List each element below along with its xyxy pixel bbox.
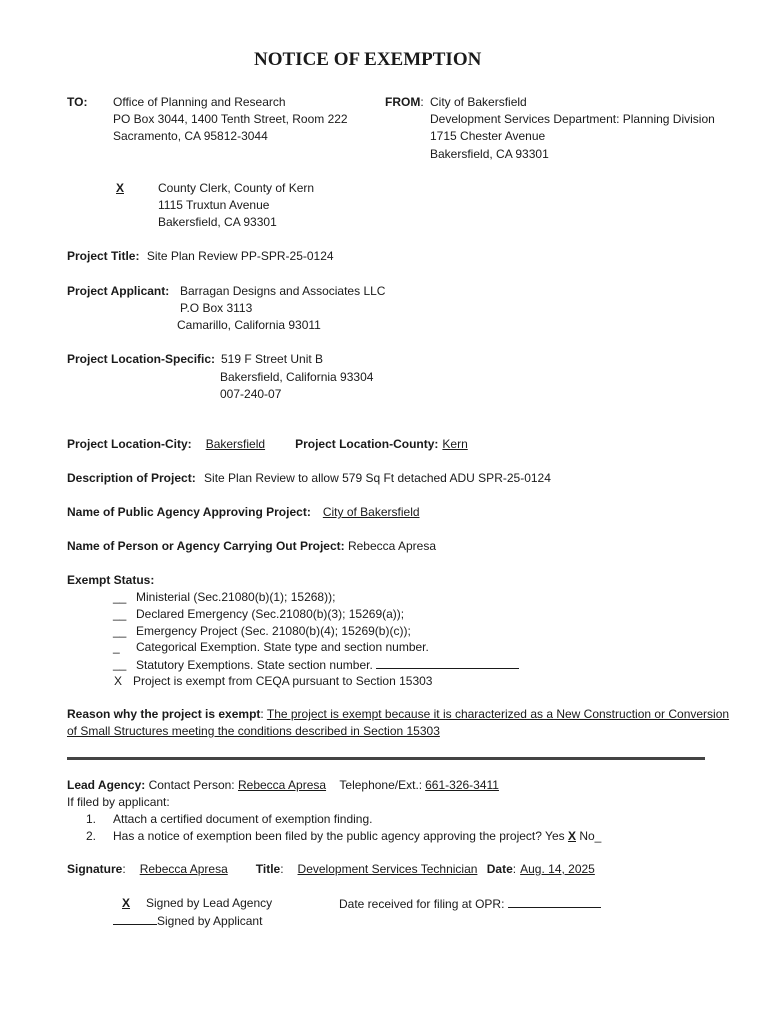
signed-lead-row [113, 895, 272, 912]
signature-date-label: Date [486, 862, 513, 876]
lead-agency-label: Lead Agency: [67, 778, 146, 792]
document-title: NOTICE OF EXEMPTION [254, 49, 482, 70]
exempt-item-mark: __ [113, 590, 127, 604]
filed-item-number: 2. [86, 829, 97, 843]
reason-colon: : [260, 707, 264, 721]
to-line-2: PO Box 3044, 1400 Tenth Street, Room 222 [113, 112, 348, 126]
exempt-item-mark: _ [113, 640, 120, 654]
yes-checkmark: X [567, 829, 576, 843]
signature-date-value: Aug. 14, 2025 [520, 862, 595, 876]
signed-lead-label: Signed by Lead Agency [146, 896, 273, 910]
reason-text-line-1: The project is exempt because it is characterized as a New Construction or Conversion [266, 707, 730, 721]
to-line-3: Sacramento, CA 95812-3044 [113, 129, 268, 143]
from-line-2: Development Services Department: Planning Division [430, 112, 715, 126]
exempt-item-text: Emergency Project (Sec. 21080(b)(4); 15269(b)(c)); [136, 624, 411, 638]
contact-person-value: Rebecca Apresa [237, 778, 327, 792]
applicant-line-1: Barragan Designs and Associates LLC [180, 284, 386, 298]
signed-applicant-row [113, 912, 262, 930]
description-row [67, 470, 551, 487]
location-county-label: Project Location-County: [295, 437, 439, 451]
exempt-item-mark: __ [113, 657, 127, 671]
from-line-1: City of Bakersfield [430, 95, 527, 109]
agency-approving-value: City of Bakersfield [322, 505, 420, 519]
signed-lead-mark: X [122, 896, 131, 910]
filed-item-number: 1. [86, 812, 97, 826]
applicant-line-3: Camarillo, California 93011 [177, 318, 321, 332]
no-option: No_ [579, 829, 602, 843]
exempt-item-text: Ministerial (Sec.21080(b)(1); 15268)); [136, 590, 336, 604]
location-specific-label: Project Location-Specific: [67, 352, 216, 366]
location-specific-line-1: 519 F Street Unit B [221, 352, 324, 366]
exempt-item-mark: __ [113, 607, 127, 621]
signature-title-value: Development Services Technician [297, 862, 478, 876]
reason-label: Reason why the project is exempt [67, 707, 261, 721]
from-label: FROM [385, 95, 421, 109]
filed-item-2-row [113, 828, 601, 845]
location-city-value: Bakersfield [205, 437, 266, 451]
location-specific-line-3: 007-240-07 [220, 387, 282, 401]
lead-agency-row [67, 777, 499, 794]
from-colon: : [420, 95, 424, 109]
clerk-checkmark: X [115, 181, 124, 195]
project-title-label: Project Title: [67, 249, 140, 263]
signature-title-label: Title [255, 862, 281, 876]
exempt-item-text: Project is exempt from CEQA pursuant to Section 15303 [133, 674, 433, 688]
opr-row [339, 895, 601, 913]
to-label: TO: [67, 95, 88, 109]
reason-text-line-2: of Small Structures meeting the conditions described in Section 15303 [67, 724, 440, 738]
signed-applicant-label: Signed by Applicant [157, 914, 263, 928]
from-line-3: 1715 Chester Avenue [430, 129, 546, 143]
agency-approving-label: Name of Public Agency Approving Project: [67, 505, 311, 519]
section-divider [67, 757, 705, 760]
filed-item-1-text: Attach a certified document of exemption finding. [113, 812, 373, 826]
exempt-item-text: Statutory Exemptions. State section number. [136, 658, 373, 672]
description-value: Site Plan Review to allow 579 Sq Ft detached ADU SPR-25-0124 [204, 471, 551, 485]
clerk-line-1: County Clerk, County of Kern [158, 181, 315, 195]
from-line-4: Bakersfield, CA 93301 [430, 147, 549, 161]
section-number-blank [376, 656, 519, 669]
filed-by-applicant-label: If filed by applicant: [67, 795, 170, 809]
description-label: Description of Project: [67, 471, 196, 485]
exempt-item-mark: __ [113, 624, 127, 638]
filed-item-2-text: Has a notice of exemption been filed by the public agency approving the project? Yes [113, 829, 565, 843]
telephone-label: Telephone/Ext.: [339, 778, 423, 792]
signed-applicant-blank [113, 912, 157, 925]
location-city-label: Project Location-City: [67, 437, 192, 451]
location-specific-line-2: Bakersfield, California 93304 [220, 370, 374, 384]
from-label-wrap [385, 94, 424, 111]
contact-person-label: Contact Person: [148, 778, 235, 792]
exempt-item-text: Categorical Exemption. State type and section number. [136, 640, 429, 654]
reason-row-1 [67, 706, 729, 723]
person-carrying-label: Name of Person or Agency Carrying Out Project: [67, 539, 345, 553]
person-carrying-row [67, 538, 436, 555]
person-carrying-value: Rebecca Apresa [347, 539, 437, 553]
signature-value: Rebecca Apresa [139, 862, 228, 876]
signature-row: Signature: Rebecca Apresa Title: Development Services Technician Date: Aug. 14, 2025 [67, 861, 601, 878]
exempt-item-row-4 [136, 656, 519, 674]
project-title-row [67, 248, 334, 265]
opr-label: Date received for filing at OPR: [339, 897, 505, 911]
exempt-item-text: Declared Emergency (Sec.21080(b)(3); 15269(a)); [136, 607, 405, 621]
telephone-value: 661-326-3411 [425, 778, 499, 792]
exempt-item-mark: X [114, 674, 123, 688]
agency-approving-row [67, 504, 516, 521]
applicant-line-2: P.O Box 3113 [180, 301, 253, 315]
signature-label: Signature [67, 862, 123, 876]
project-title-value: Site Plan Review PP-SPR-25-0124 [146, 249, 334, 263]
opr-date-blank [508, 895, 601, 908]
location-county-value: Kern [442, 437, 468, 451]
clerk-line-2: 1115 Truxtun Avenue [158, 198, 270, 212]
applicant-label: Project Applicant: [67, 284, 170, 298]
clerk-line-3: Bakersfield, CA 93301 [158, 215, 277, 229]
location-city-county-row [67, 436, 484, 453]
to-line-1: Office of Planning and Research [113, 95, 286, 109]
exempt-status-label: Exempt Status: [67, 573, 155, 587]
